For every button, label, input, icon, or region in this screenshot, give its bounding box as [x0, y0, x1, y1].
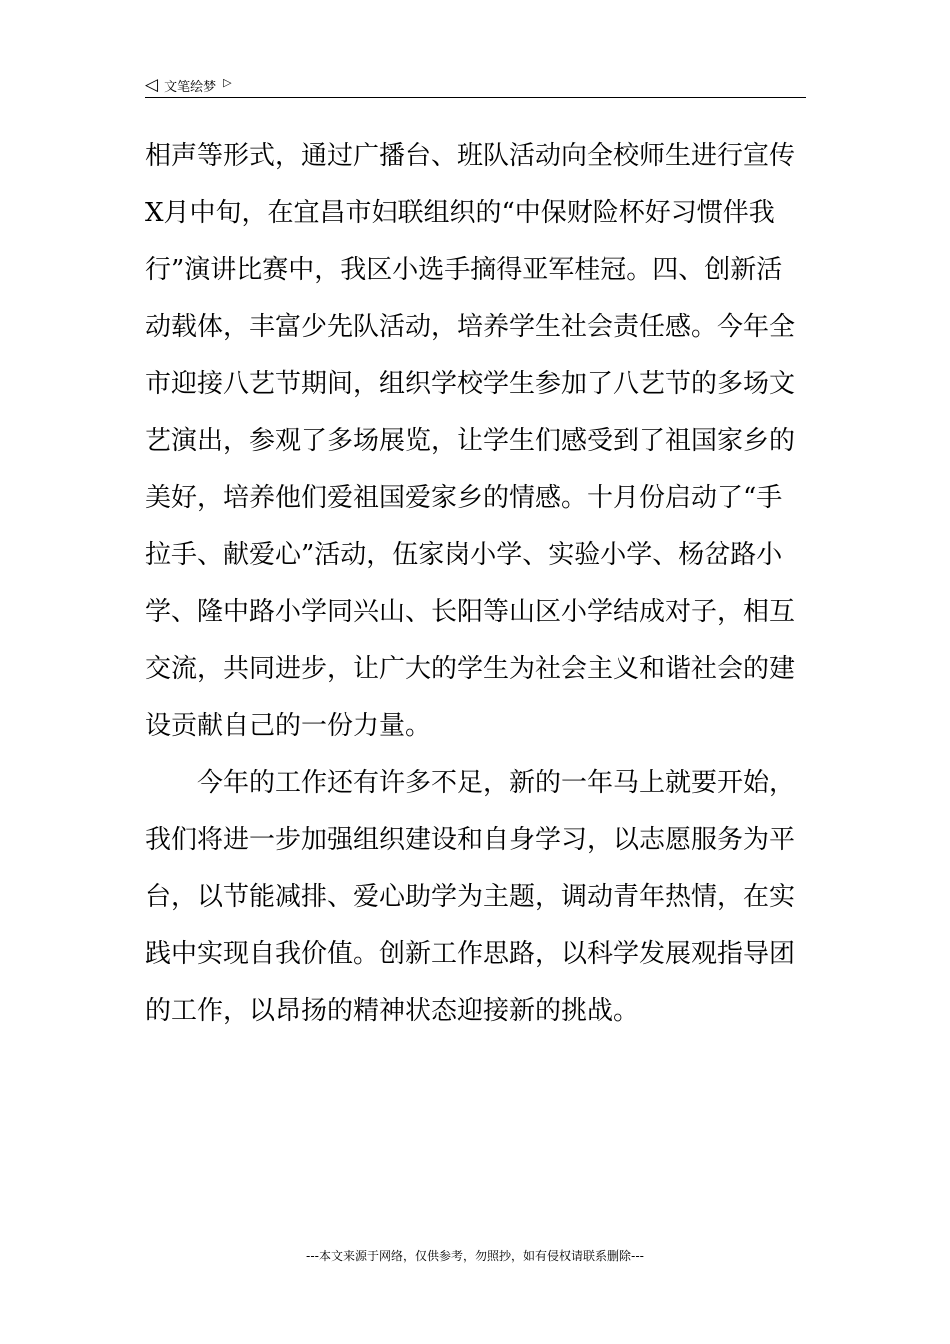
document-body [145, 128, 809, 1040]
paragraph-line: 践中实现自我价值。创新工作思路，以科学发展观指导团 [145, 939, 796, 969]
paragraph-line: 市迎接八艺节期间，组织学校学生参加了八艺节的多场文 [145, 369, 796, 399]
header-title: 文笔绘梦 [164, 79, 217, 95]
paragraph-line: 美好，培养他们爱祖国爱家乡的情感。十月份启动了“手 [145, 483, 783, 513]
paragraph-line: 行”演讲比赛中，我区小选手摘得亚军桂冠。四、创新活 [145, 255, 783, 285]
paragraph-line: 学、隆中路小学同兴山、长阳等山区小学结成对子，相互 [145, 597, 796, 627]
paragraph-line: 交流，共同进步，让广大的学生为社会主义和谐社会的建 [145, 654, 796, 684]
paragraph-line: 动载体，丰富少先队活动，培养学生社会责任感。今年全 [145, 312, 796, 342]
paragraph-line: 艺演出，参观了多场展览，让学生们感受到了祖国家乡的 [145, 426, 796, 456]
triangle-right-icon: ▷ [223, 75, 232, 89]
footer-notice: ---本文来源于网络，仅供参考，勿照抄，如有侵权请联系删除--- [306, 1249, 644, 1263]
paragraph-line: 的工作，以昂扬的精神状态迎接新的挑战。 [145, 996, 640, 1026]
paragraph-line: 拉手、献爱心”活动，伍家岗小学、实验小学、杨岔路小 [145, 540, 783, 570]
paragraph-line: X月中旬，在宜昌市妇联组织的“中保财险杯好习惯伴我 [145, 198, 775, 228]
paragraph-line: 台，以节能减排、爱心助学为主题，调动青年热情，在实 [145, 882, 796, 912]
paragraph-line: 相声等形式，通过广播台、班队活动向全校师生进行宣传 [145, 141, 796, 171]
page-header [145, 74, 806, 96]
triangle-left-icon: ◁ [145, 74, 159, 95]
paragraph-line: 今年的工作还有许多不足，新的一年马上就要开始， [197, 768, 796, 798]
paragraph-line: 我们将进一步加强组织建设和自身学习，以志愿服务为平 [145, 825, 796, 855]
header-divider [145, 97, 806, 98]
paragraph-line: 设贡献自己的一份力量。 [145, 711, 432, 741]
